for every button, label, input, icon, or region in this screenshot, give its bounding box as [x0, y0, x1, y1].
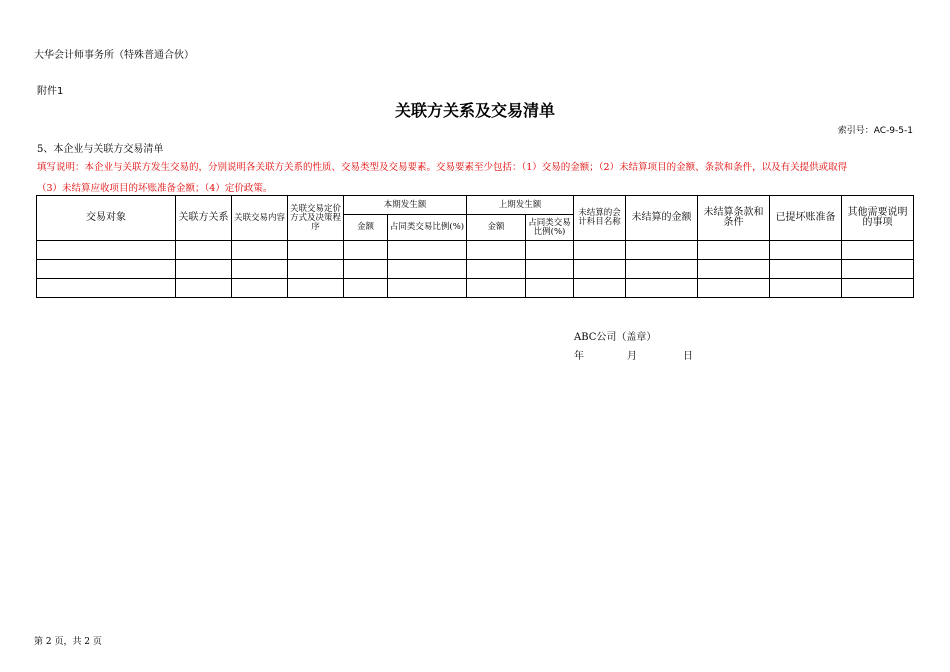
- table-cell[interactable]: [388, 260, 467, 279]
- table-cell[interactable]: [37, 260, 176, 279]
- header-prior-period: 上期发生额: [467, 196, 574, 215]
- page-title: 关联方关系及交易清单: [394, 101, 555, 120]
- table-cell[interactable]: [770, 241, 842, 260]
- instructions-line-2: （3）未结算应收项目的坏账准备金额；（4）定价政策。: [37, 183, 273, 194]
- firm-name: 大华会计师事务所（特殊普通合伙）: [34, 50, 194, 61]
- date-year-label: 年: [574, 351, 584, 362]
- header-pricing: 关联交易定价方式及决策程序: [288, 196, 344, 241]
- table-cell[interactable]: [37, 279, 176, 298]
- header-current-period: 本期发生额: [344, 196, 467, 215]
- header-unsettled-terms: 未结算条款和条件: [698, 196, 770, 241]
- table-row: [37, 260, 914, 279]
- table-cell[interactable]: [526, 279, 574, 298]
- date-day-label: 日: [683, 351, 693, 362]
- header-bad-debt: 已提坏账准备: [770, 196, 842, 241]
- table-cell[interactable]: [698, 260, 770, 279]
- index-number: 索引号：AC-9-5-1: [837, 126, 913, 136]
- table-cell[interactable]: [288, 279, 344, 298]
- table-cell[interactable]: [698, 241, 770, 260]
- page-footer: 第 2 页，共 2 页: [34, 637, 102, 647]
- table-cell[interactable]: [232, 279, 288, 298]
- table-cell[interactable]: [344, 279, 388, 298]
- table-cell[interactable]: [176, 241, 232, 260]
- related-party-transactions-table: [36, 195, 914, 298]
- table-cell[interactable]: [467, 241, 526, 260]
- table-cell[interactable]: [467, 260, 526, 279]
- header-prior-ratio: 占同类交易比例(%): [526, 215, 574, 241]
- header-other-matters: 其他需要说明的事项: [842, 196, 914, 241]
- table-cell[interactable]: [232, 260, 288, 279]
- table-cell[interactable]: [574, 241, 626, 260]
- header-unsettled-account: 未结算的会计科目名称: [574, 196, 626, 241]
- table-cell[interactable]: [698, 279, 770, 298]
- table-cell[interactable]: [176, 279, 232, 298]
- table-cell[interactable]: [176, 260, 232, 279]
- table-cell[interactable]: [344, 260, 388, 279]
- table-cell[interactable]: [770, 260, 842, 279]
- table-cell[interactable]: [770, 279, 842, 298]
- table-cell[interactable]: [288, 260, 344, 279]
- table-cell[interactable]: [388, 279, 467, 298]
- table-cell[interactable]: [37, 241, 176, 260]
- table-cell[interactable]: [842, 241, 914, 260]
- table-cell[interactable]: [842, 260, 914, 279]
- header-counterparty: 交易对象: [37, 196, 176, 241]
- header-prior-amount: 金额: [467, 215, 526, 241]
- table-cell[interactable]: [574, 260, 626, 279]
- table-cell[interactable]: [526, 260, 574, 279]
- table-cell[interactable]: [344, 241, 388, 260]
- header-current-ratio: 占同类交易比例(%): [388, 215, 467, 241]
- table-cell[interactable]: [842, 279, 914, 298]
- table-cell[interactable]: [526, 241, 574, 260]
- table-cell[interactable]: [232, 241, 288, 260]
- instructions-line-1: 填写说明：本企业与关联方发生交易的，分别说明各关联方关系的性质、交易类型及交易要素。交易要素至少包括：（1）交易的金额；（2）未结算项目的金额、条款和条件，以及有关提供或取得: [37, 162, 848, 173]
- section-heading: 5、本企业与关联方交易清单: [37, 144, 164, 155]
- table-row: [37, 279, 914, 298]
- table-cell[interactable]: [574, 279, 626, 298]
- header-unsettled-amount: 未结算的金额: [626, 196, 698, 241]
- attachment-label: 附件1: [37, 86, 64, 97]
- header-current-amount: 金额: [344, 215, 388, 241]
- table-cell[interactable]: [626, 241, 698, 260]
- table-cell[interactable]: [626, 279, 698, 298]
- table-row: [37, 241, 914, 260]
- header-content: 关联交易内容: [232, 196, 288, 241]
- table-cell[interactable]: [288, 241, 344, 260]
- header-relationship: 关联方关系: [176, 196, 232, 241]
- table-cell[interactable]: [626, 260, 698, 279]
- company-seal-label: ABC公司（盖章）: [574, 332, 657, 343]
- table-cell[interactable]: [388, 241, 467, 260]
- date-month-label: 月: [627, 351, 637, 362]
- table-cell[interactable]: [467, 279, 526, 298]
